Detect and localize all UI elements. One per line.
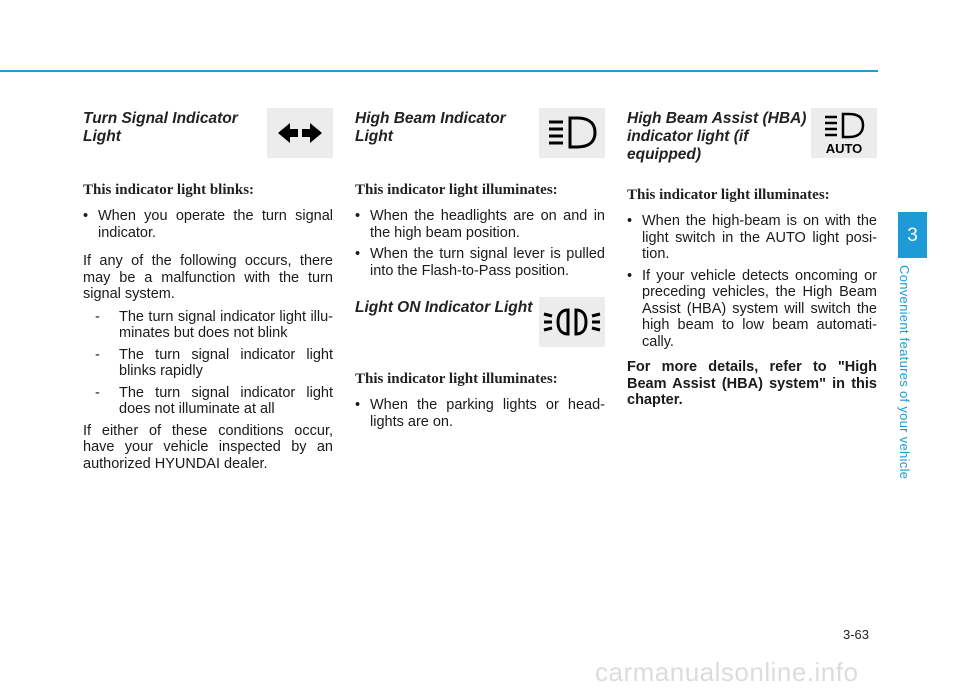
hba-auto-label: AUTO xyxy=(825,141,863,156)
list-item: • When the high-beam is on with the light switch in the AUTO light posi-tion. xyxy=(627,213,877,262)
high-beam-icon xyxy=(539,108,605,158)
chapter-number: 3 xyxy=(907,225,918,246)
chapter-label: Convenient features of your vehicle xyxy=(897,265,912,480)
watermark: carmanualsonline.info xyxy=(595,657,859,687)
high-beam-lead: This indicator light illuminates: xyxy=(355,182,558,198)
turn-signal-title: Turn Signal Indicator Light xyxy=(83,110,238,145)
hba-note: For more details, refer to "High Beam Assist (HBA) system" in this chapter. xyxy=(627,359,877,408)
high-beam-section xyxy=(355,108,605,435)
list-item: • When the turn signal lever is pulled into the Flash-to-Pass position. xyxy=(355,246,605,279)
turn-signal-section xyxy=(83,108,333,472)
high-beam-auto-icon xyxy=(811,108,877,158)
turn-signal-lead: This indicator light blinks: xyxy=(83,182,255,198)
turn-signal-arrows-icon xyxy=(267,108,333,158)
top-rule xyxy=(0,70,878,72)
list-item: - The turn signal indicator light illu-minates but does not blink xyxy=(95,308,333,341)
hba-lead: This indicator light illuminates: xyxy=(627,187,830,203)
list-item: • If your vehicle detects oncoming or preceding vehicles, the High Beam Assist (HBA) system will switch the high beam to low beam automati-cally. xyxy=(627,267,877,350)
page-number: 3-63 xyxy=(843,627,870,642)
light-on-title: Light ON Indicator Light xyxy=(355,299,533,316)
turn-signal-paragraph-2: If either of these conditions occur, have your vehicle inspected by an authorized HYUNDAI dealer. xyxy=(83,422,333,472)
list-item: • When the parking lights or head-lights are on. xyxy=(355,397,605,430)
turn-signal-paragraph-1: If any of the following occurs, there may be a malfunction with the turn signal system. xyxy=(83,253,333,302)
light-on-icon xyxy=(539,297,605,347)
list-item: • When you operate the turn signal indicator. xyxy=(83,208,333,241)
hba-title: High Beam Assist (HBA) indicator light (if equipped) xyxy=(627,110,807,163)
high-beam-title: High Beam Indicator Light xyxy=(355,110,506,145)
list-item: - The turn signal indicator light does not illuminate at all xyxy=(95,384,333,417)
hba-section xyxy=(627,108,877,409)
light-on-lead: This indicator light illuminates: xyxy=(355,371,558,387)
list-item: • When the headlights are on and in the high beam position. xyxy=(355,208,605,241)
list-item: - The turn signal indicator light blinks rapidly xyxy=(95,346,333,379)
